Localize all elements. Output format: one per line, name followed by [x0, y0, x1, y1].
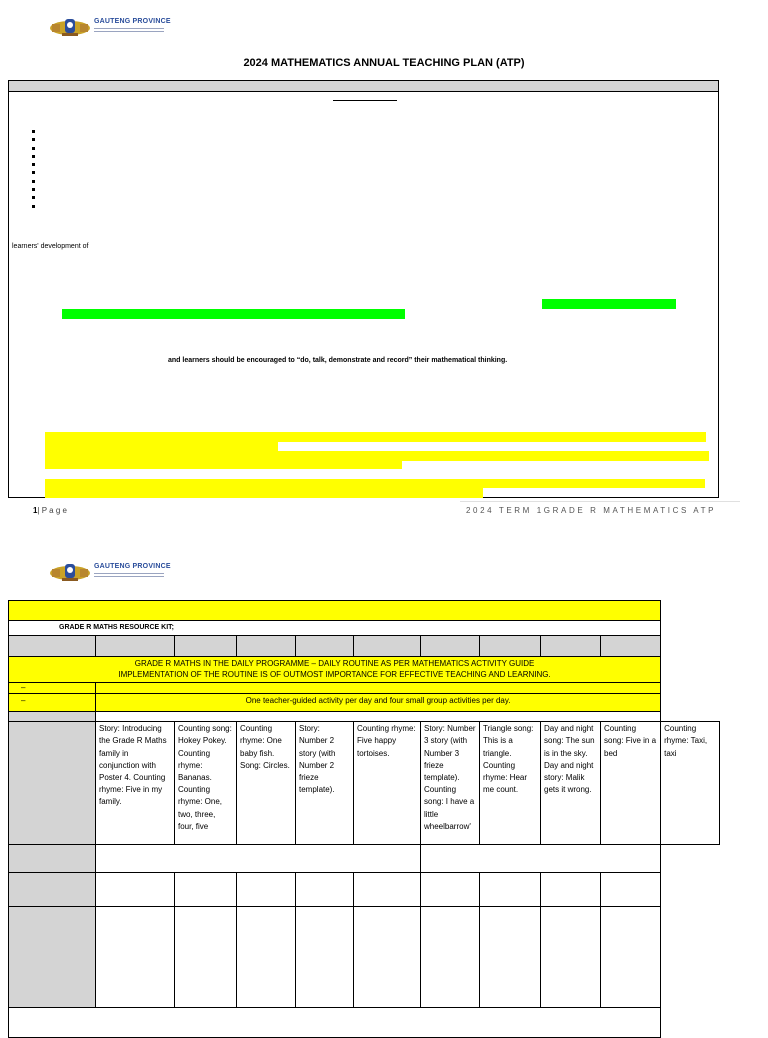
- yellow-highlight-3: [45, 451, 709, 461]
- table-cell: [175, 907, 237, 1008]
- page-title: 2024 MATHEMATICS ANNUAL TEACHING PLAN (ATP): [243, 57, 525, 69]
- resource-kit-label: GRADE R MATHS RESOURCE KIT;: [9, 621, 661, 636]
- activity-note: One teacher-guided activity per day and four small group activities per day.: [96, 694, 661, 712]
- table-cell: [237, 873, 296, 907]
- table-cell: [541, 873, 601, 907]
- footer-title: 2024 TERM 1GRADE R MATHEMATICS ATP: [466, 506, 717, 515]
- yellow-header-cell: [9, 601, 661, 621]
- logo-subtext: [94, 573, 164, 579]
- table-cell: [541, 636, 601, 657]
- table-cell: [354, 873, 421, 907]
- table-cell: [480, 907, 541, 1008]
- table-cell: [9, 907, 96, 1008]
- table-cell: [601, 873, 661, 907]
- dash-cell: –: [9, 683, 96, 694]
- coat-of-arms-icon: [48, 16, 92, 38]
- green-highlight-left: [62, 309, 405, 319]
- logo-subtext: [94, 28, 164, 34]
- development-text: learners' development of: [12, 243, 89, 250]
- daily-programme-cell: [9, 657, 661, 683]
- yellow-highlight-4: [45, 461, 402, 469]
- table-cell: [354, 636, 421, 657]
- table-cell: [96, 712, 661, 722]
- table-cell: [421, 873, 480, 907]
- yellow-highlight-1: [45, 432, 706, 442]
- intro-box: [8, 80, 719, 498]
- table-cell: [96, 636, 175, 657]
- table-cell: [9, 1008, 661, 1038]
- bullet-list: [32, 130, 35, 213]
- table-cell: [296, 636, 354, 657]
- yellow-highlight-2: [45, 442, 278, 451]
- table-cell: [354, 907, 421, 1008]
- encourage-text: and learners should be encouraged to “do, talk, demonstrate and record” their mathematical thinking.: [168, 357, 508, 364]
- table-cell: [421, 636, 480, 657]
- table-row: [9, 873, 720, 907]
- table-cell: [9, 722, 96, 845]
- table-cell: [296, 873, 354, 907]
- table-row: [9, 845, 720, 873]
- story-cell: Counting song: Hokey Pokey. Counting rhyme: Bananas. Counting rhyme: One, two, three, four, five: [175, 722, 237, 845]
- table-row: [9, 683, 720, 694]
- table-cell: [480, 636, 541, 657]
- logo-text: GAUTENG PROVINCE: [94, 563, 171, 570]
- gauteng-logo: [48, 16, 198, 38]
- table-row: [9, 621, 720, 636]
- story-cell: Story: Number 3 story (with Number 3 frieze template). Counting song: I have a little wheelbarrow': [421, 722, 480, 845]
- table-row: [9, 722, 720, 845]
- table-cell: [96, 845, 421, 873]
- table-cell: [480, 873, 541, 907]
- dash-cell: –: [9, 694, 96, 712]
- table-cell: [541, 907, 601, 1008]
- story-cell: Counting rhyme: Five happy tortoises.: [354, 722, 421, 845]
- table-cell: [9, 845, 96, 873]
- table-cell: [296, 907, 354, 1008]
- table-row: [9, 694, 720, 712]
- story-cell: Counting rhyme: One baby fish. Song: Circles.: [237, 722, 296, 845]
- story-cell: Triangle song: This is a triangle. Counting rhyme: Hear me count.: [480, 722, 541, 845]
- table-cell: [9, 712, 96, 722]
- table-row: [9, 636, 720, 657]
- story-cell: Counting song: Five in a bed: [601, 722, 661, 845]
- table-cell: [9, 636, 96, 657]
- story-cell: Counting rhyme: Taxi, taxi: [661, 722, 720, 845]
- table-row: [9, 712, 720, 722]
- table-cell: [96, 907, 175, 1008]
- table-cell: [237, 907, 296, 1008]
- table-row: [9, 1008, 720, 1038]
- table-cell: [601, 636, 661, 657]
- header-bar: [9, 81, 718, 92]
- coat-of-arms-icon: [48, 561, 92, 583]
- story-cell: Story: Introducing the Grade R Maths family in conjunction with Poster 4. Counting rhyme: Five in my family.: [96, 722, 175, 845]
- page-number: 1| P a g e: [33, 506, 67, 515]
- table-row: [9, 601, 720, 621]
- table-row: [9, 657, 720, 683]
- table-cell: [9, 873, 96, 907]
- yellow-highlight-5: [45, 479, 705, 488]
- table-cell: [175, 636, 237, 657]
- table-cell: [237, 636, 296, 657]
- table-cell: [421, 907, 480, 1008]
- heading-underline: [333, 100, 397, 101]
- green-highlight-right: [542, 299, 676, 309]
- table-cell: [601, 907, 661, 1008]
- plan-table: [8, 600, 720, 1038]
- story-cell: Story: Number 2 story (with Number 2 frieze template).: [296, 722, 354, 845]
- table-cell: [96, 873, 175, 907]
- logo-text: GAUTENG PROVINCE: [94, 18, 171, 25]
- gauteng-logo-page2: [48, 561, 198, 583]
- footer-divider: [460, 501, 740, 502]
- table-row: [9, 907, 720, 1008]
- yellow-cell: [96, 683, 661, 694]
- daily-line-2: IMPLEMENTATION OF THE ROUTINE IS OF OUTMOST IMPORTANCE FOR EFFECTIVE TEACHING AND LEARNING.: [118, 670, 551, 680]
- table-cell: [421, 845, 661, 873]
- yellow-highlight-6: [45, 488, 483, 498]
- story-cell: Day and night song: The sun is in the sky. Day and night story: Malik gets it wrong.: [541, 722, 601, 845]
- daily-line-1: GRADE R MATHS IN THE DAILY PROGRAMME – DAILY ROUTINE AS PER MATHEMATICS ACTIVITY GUIDE: [134, 659, 535, 669]
- table-cell: [175, 873, 237, 907]
